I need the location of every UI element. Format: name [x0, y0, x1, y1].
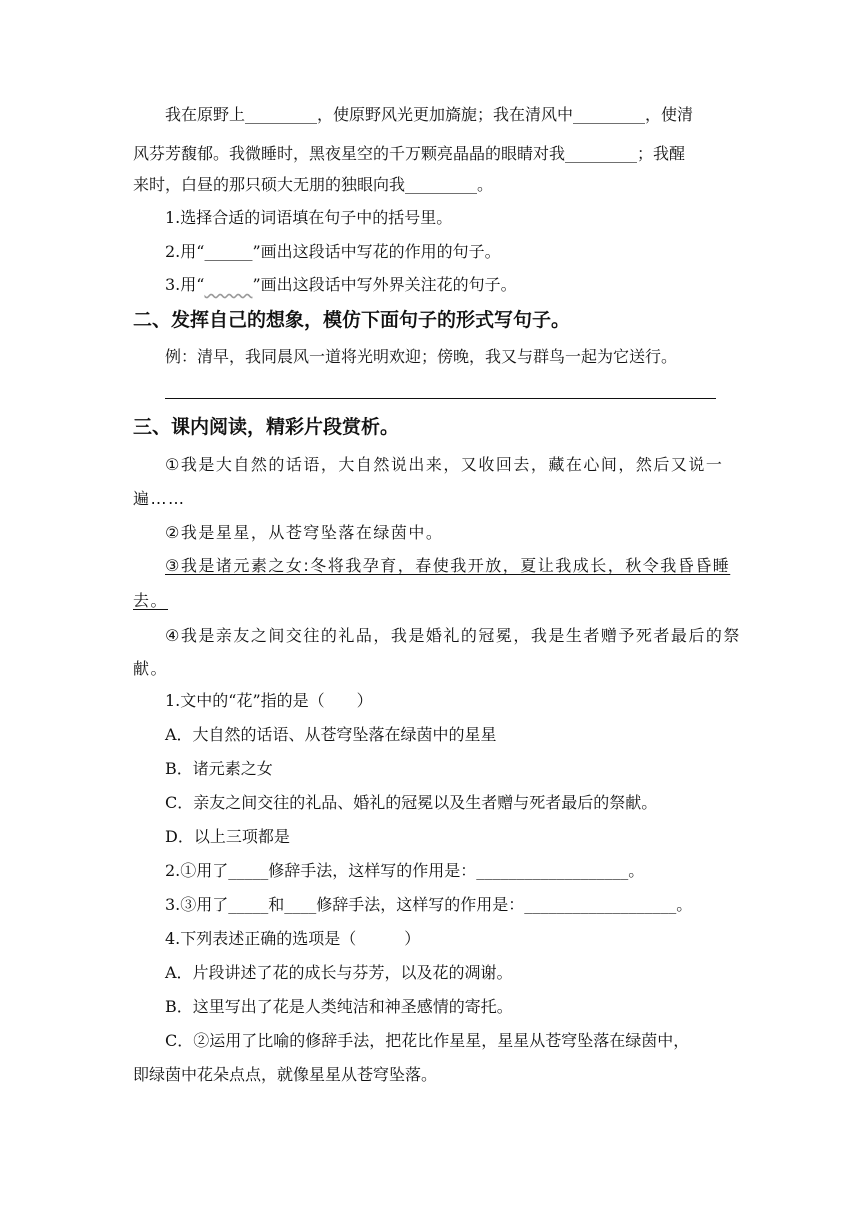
question-1-option-a[interactable]: A．大自然的话语、从苍穹坠落在绿茵中的星星 — [165, 725, 497, 744]
answer-writing-line[interactable] — [165, 398, 716, 399]
part1-question-2: 2.用“______”画出这段话中写花的作用的句子。 — [165, 242, 501, 261]
question-1-option-c[interactable]: C．亲友之间交往的礼品、婚礼的冠冕以及生者赠与死者最后的祭献。 — [165, 793, 658, 812]
wavy-underline-mark — [204, 275, 252, 294]
question-1-option-b[interactable]: B．诸元素之女 — [165, 759, 273, 778]
passage-line-1: 我在原野上_________，使原野风光更加旖旎；我在清风中_________，使清 — [165, 105, 694, 124]
question-4-option-c-line-1[interactable]: C．②运用了比喻的修辞手法，把花比作星星，星星从苍穹坠落在绿茵中， — [165, 1031, 690, 1050]
excerpt-paragraph-1a: ①我是大自然的话语，大自然说出来，又收回去，藏在心间，然后又说一 — [165, 455, 724, 474]
excerpt-paragraph-3b: 去。 — [133, 591, 169, 610]
passage-line-2: 风芬芳馥郁。我微睡时，黑夜星空的千万颗亮晶晶的眼睛对我_________；我醒 — [133, 144, 686, 163]
question-2: 2.①用了_____修辞手法，这样写的作用是：___________________。 — [165, 861, 645, 880]
question-4-option-a[interactable]: A．片段讲述了花的成长与芬芳，以及花的凋谢。 — [165, 963, 513, 982]
section-2-example: 例：清早，我同晨风一道将光明欢迎；傍晚，我又与群鸟一起为它送行。 — [165, 347, 678, 366]
question-4-option-c-line-2[interactable]: 即绿茵中花朵点点，就像星星从苍穹坠落。 — [133, 1065, 438, 1084]
straight-underline-mark: ______ — [204, 242, 253, 261]
question-4: 4.下列表述正确的选项是（ ） — [165, 929, 421, 948]
question-4-option-b[interactable]: B．这里写出了花是人类纯洁和神圣感情的寄托。 — [165, 997, 513, 1016]
part1-question-3: 3.用“ ”画出这段话中写外界关注花的句子。 — [165, 275, 517, 294]
part1-question-1: 1.选择合适的词语填在句子中的括号里。 — [165, 208, 453, 227]
question-3: 3.③用了_____和____修辞手法，这样写的作用是：___________________。 — [165, 895, 693, 914]
excerpt-paragraph-4b: 献。 — [133, 659, 169, 678]
excerpt-paragraph-2: ②我是星星，从苍穹坠落在绿茵中。 — [165, 523, 444, 542]
question-1-option-d[interactable]: D．以上三项都是 — [165, 827, 290, 846]
section-2-title: 二、发挥自己的想象，模仿下面句子的形式写句子。 — [133, 309, 571, 331]
passage-line-3: 来时，白昼的那只硕大无朋的独眼向我_________。 — [133, 175, 494, 194]
section-3-title: 三、课内阅读，精彩片段赏析。 — [133, 416, 400, 438]
question-1: 1.文中的“花”指的是（ ） — [165, 691, 373, 710]
excerpt-paragraph-1b: 遍…… — [133, 489, 186, 508]
excerpt-paragraph-3a: ③我是诸元素之女:冬将我孕育，春使我开放，夏让我成长，秋令我昏昏睡 — [165, 556, 731, 575]
excerpt-paragraph-4a: ④我是亲友之间交往的礼品，我是婚礼的冠冕，我是生者赠予死者最后的祭 — [165, 626, 741, 645]
